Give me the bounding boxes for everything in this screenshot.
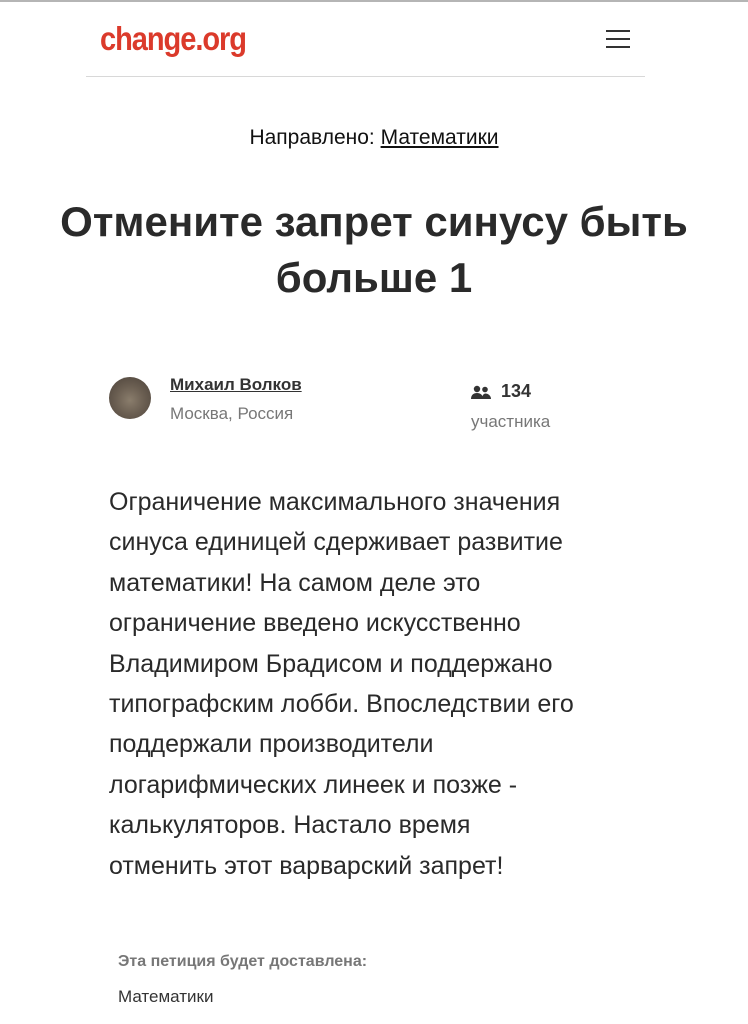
description-line: логарифмических линеек и позже -	[109, 770, 518, 799]
header	[86, 2, 645, 77]
author-location: Москва, Россия	[170, 404, 294, 423]
supporter-label: участника	[471, 412, 551, 431]
avatar[interactable]	[109, 377, 151, 419]
description-line: ограничение введено искусственно	[109, 609, 521, 638]
directed-label: Направлено:	[249, 126, 381, 149]
description-line: синуса единицей сдерживает развитие	[109, 528, 563, 557]
delivery-recipient: Математики	[118, 987, 214, 1006]
description-line: отменить этот варварский запрет!	[109, 851, 504, 880]
people-icon	[471, 385, 491, 399]
hamburger-icon[interactable]	[606, 30, 630, 50]
supporter-count	[471, 381, 531, 402]
description-line: математики! На самом деле это	[109, 568, 481, 597]
description-line: типографским лобби. Впоследствии его	[109, 690, 574, 719]
description-line: Ограничение максимального значения	[109, 488, 561, 516]
delivery-label: Эта петиция будет доставлена:	[118, 953, 368, 970]
description-line: калькуляторов. Настало время	[109, 811, 471, 840]
description-line: поддержали производители	[109, 730, 434, 759]
petition-title: Отмените запрет синусу быть больше 1	[60, 198, 688, 301]
author-name-link[interactable]: Михаил Волков	[170, 375, 302, 394]
change-org-logo[interactable]: change.org	[100, 20, 246, 57]
description-line: Владимиром Брадисом и поддержано	[109, 649, 553, 678]
petition-description	[109, 482, 574, 886]
directed-target-link[interactable]: Математики	[380, 126, 499, 149]
directed-to	[0, 126, 748, 150]
supporter-count-value: 134	[501, 381, 532, 401]
